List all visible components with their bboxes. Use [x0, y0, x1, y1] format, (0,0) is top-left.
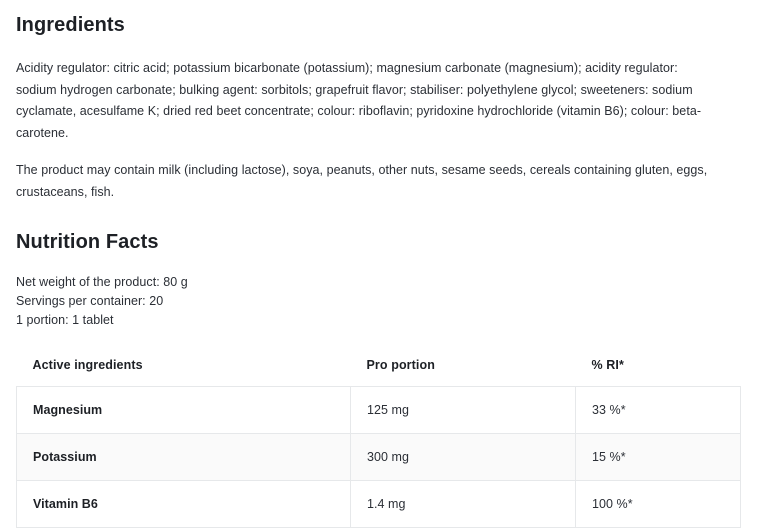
allergens-paragraph: The product may contain milk (including lactose), soya, peanuts, other nuts, sesame seeds, cereals containing gluten, eggs, crustaceans, fish. — [16, 163, 708, 199]
row-ri: 100 %* — [576, 481, 741, 528]
row-name: Potassium — [17, 434, 351, 481]
row-portion: 125 mg — [351, 387, 576, 434]
nutrition-table — [16, 348, 741, 528]
servings-line: Servings per container: 20 — [16, 294, 164, 308]
nutrition-summary — [16, 273, 741, 330]
table-row — [17, 434, 741, 481]
column-header-ri: % RI* — [591, 358, 624, 372]
table-row — [17, 481, 741, 528]
row-ri: 15 %* — [576, 434, 741, 481]
column-header-pro-portion: Pro portion — [366, 358, 435, 372]
row-portion: 300 mg — [351, 434, 576, 481]
row-portion: 1.4 mg — [351, 481, 576, 528]
column-header-active-ingredients: Active ingredients — [32, 358, 143, 372]
table-header-row — [17, 348, 741, 387]
ingredients-paragraph: Acidity regulator: citric acid; potassium bicarbonate (potassium); magnesium carbonate (magnesium); acidity regulator: sodium hydrogen carbonate; bulking agent: sorbitols; grapefruit flavor; stabiliser: polyethylene glycol; sweeteners: sodium cyclamate, acesulfame K; dried red beet concentrate; colour: riboflavin; pyridoxine hydrochloride (vitamin B6); colour: beta-carotene. — [16, 61, 702, 140]
portion-line: 1 portion: 1 tablet — [16, 313, 114, 327]
nutrition-facts-heading: Nutrition Facts — [16, 231, 159, 253]
table-row — [17, 387, 741, 434]
ingredients-heading: Ingredients — [16, 14, 125, 36]
row-ri: 33 %* — [576, 387, 741, 434]
row-name: Magnesium — [17, 387, 351, 434]
net-weight-line: Net weight of the product: 80 g — [16, 275, 188, 289]
row-name: Vitamin B6 — [17, 481, 351, 528]
